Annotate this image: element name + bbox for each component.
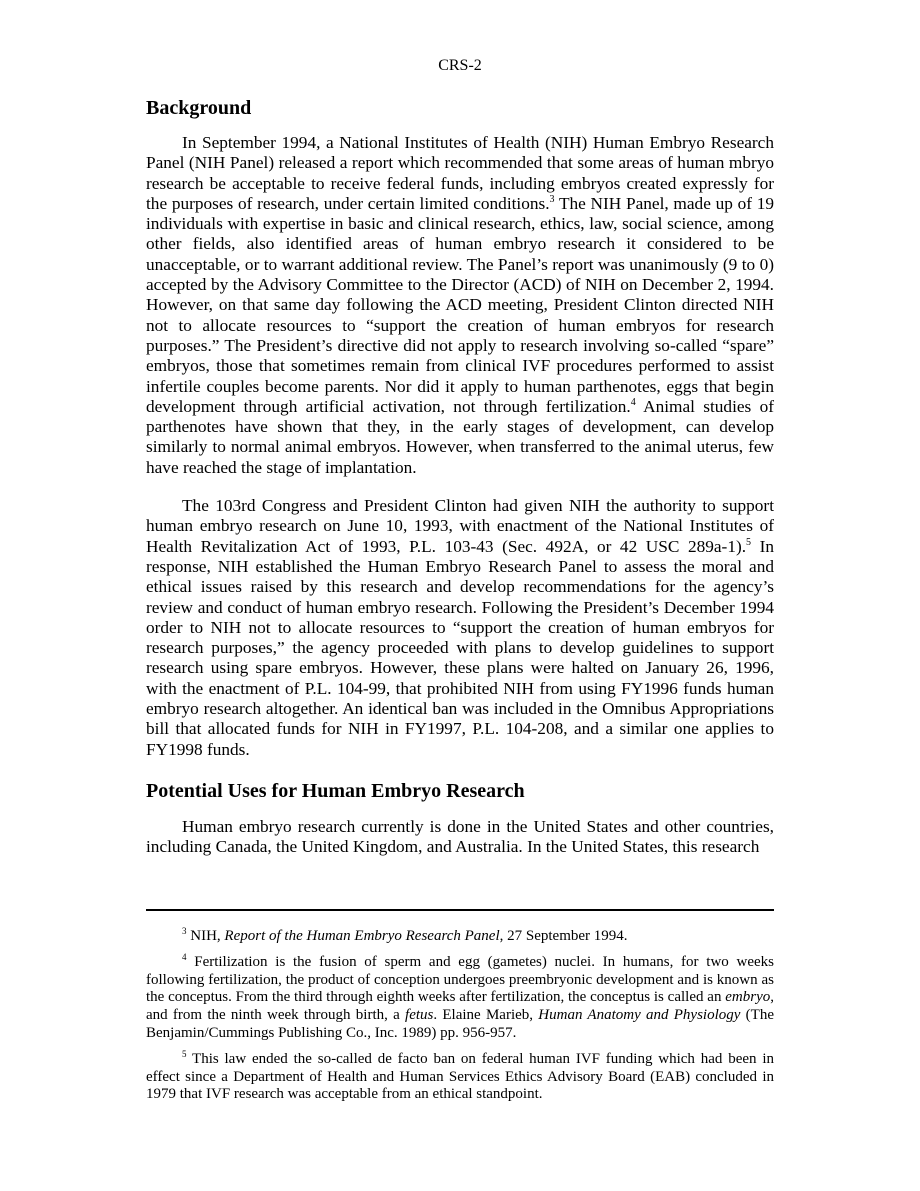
paragraph-nih-panel: In September 1994, a National Institutes of Health (NIH) Human Embryo Research Panel (NIH Panel) released a report which recommended that some areas of human mbryo research be acceptable to receive federal funds, including embryos created expressly for the purposes of research, under certain limited conditions.$^3$ The NIH Panel, made up of 19 individuals with expertise in basic and clinical research, ethics, law, social science, among other fields, also identified areas of human embryo research it considered to be unacceptable, or to warrant additional review. The Panel’s report was unanimously (9 to 0) accepted by the Advisory Committee to the Director (ACD) of NIH on December 2, 1994. However, on that same day following the ACD meeting, President Clinton directed NIH not to allocate resources to “support the creation of human embryos for research purposes.” The President’s directive did not apply to research involving so-called “spare” embryos, those that sometimes remain from clinical IVF procedures performed to assist infertile couples become parents. Nor did it apply to human parthenotes, eggs that begin development through artificial activation, not through fertilization.$^4$ Animal studies of parthenotes have shown that they, in the early stages of development, can develop similarly to normal animal embryos. However, when transferred to the animal uterus, few have reached the stage of implantation. — [146, 133, 774, 477]
footnote-4: $^4$ Fertilization is the fusion of sperm and egg (gametes) nuclei. In humans, for two weeks following fertilization, the product of conception undergoes preembryonic development and is known as the conceptus. From the third through eighth weeks after fertilization, the conceptus is called an embryo, and from the ninth week through birth, a fetus. Elaine Marieb, Human Anatomy and Physiology (The Benjamin/Cummings Publishing Co., Inc. 1989) pp. 956-957. — [146, 951, 774, 1041]
footnote-ref-3: 3 — [549, 194, 555, 206]
section-heading-potential-uses: Potential Uses for Human Embryo Research — [146, 779, 525, 802]
footnote-ref-5: 5 — [746, 536, 752, 548]
footnote-ref-4: 4 — [630, 397, 636, 409]
footnote-5: $^5$ This law ended the so-called de facto ban on federal human IVF funding which had been in effect since a Department of Health and Human Services Ethics Advisory Board (EAB) concluded in 1979 that IVF research was acceptable from an ethical standpoint. — [146, 1048, 774, 1103]
section-heading-background: Background — [146, 97, 252, 119]
main-content — [146, 95, 774, 858]
footnote-3: $^3$ NIH, Report of the Human Embryo Research Panel, 27 September 1994. — [182, 926, 628, 944]
paragraph-potential-uses: Human embryo research currently is done in the United States and other countries, including Canada, the United Kingdom, and Australia. In the United States, this research — [146, 816, 774, 857]
page-header: CRS-2 — [438, 57, 482, 74]
footnote-divider — [146, 909, 774, 911]
footnotes — [146, 928, 774, 1112]
paragraph-103rd-congress: The 103rd Congress and President Clinton had given NIH the authority to support human embryo research on June 10, 1993, with enactment of the National Institutes of Health Revitalization Act of 1993, P.L. 103-43 (Sec. 492A, or 42 USC 289a-1).$^5$ In response, NIH established the Human Embryo Research Panel to assess the moral and ethical issues raised by this research and develop recommendations for the agency’s review and conduct of human embryo research. Following the President’s December 1994 order to NIH not to allocate resources to “support the creation of human embryos for research purposes,” the agency proceeded with plans to develop guidelines to support research using spare embryos. However, these plans were halted on January 26, 1996, with the enactment of P.L. 104-99, that prohibited NIH from using FY1996 funds human embryo research altogether. An identical ban was included in the Omnibus Appropriations bill that allocated funds for NIH in FY1997, P.L. 104-208, and a similar one applies to FY1998 funds. — [146, 496, 775, 759]
